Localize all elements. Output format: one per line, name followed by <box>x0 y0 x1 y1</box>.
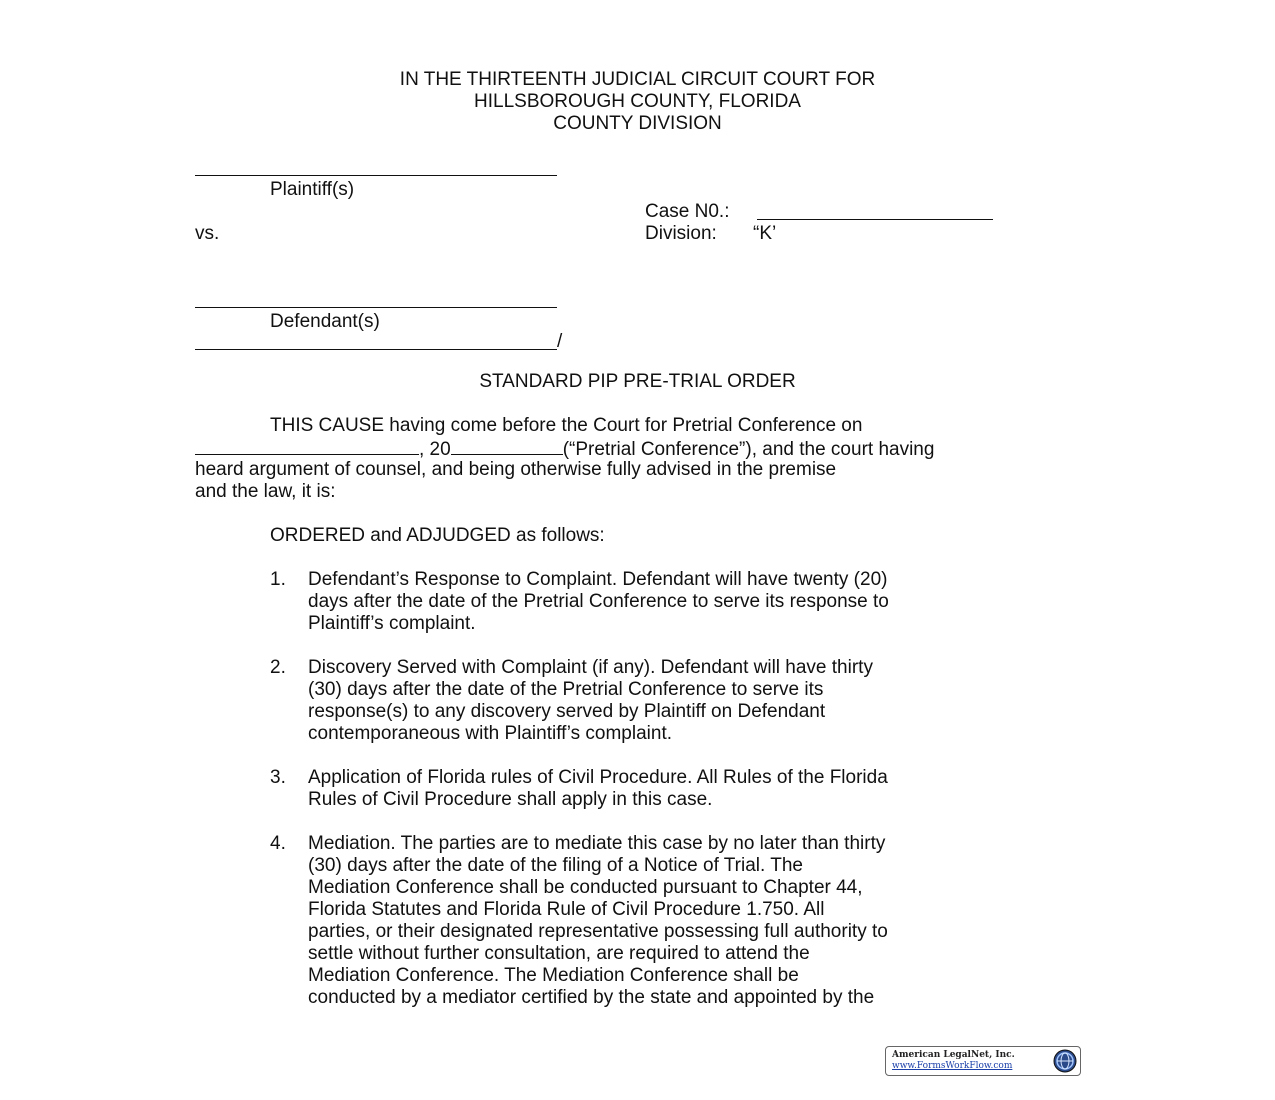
item-line: Mediation. The parties are to mediate this case by no later than thirty <box>308 833 886 854</box>
item-line: settle without further consultation, are required to attend the <box>308 943 810 964</box>
item-line: days after the date of the Pretrial Conference to serve its response to <box>308 591 889 612</box>
logo-company-name: American LegalNet, Inc. <box>892 1050 1015 1060</box>
item-number: 3. <box>270 767 286 788</box>
item-line: Plaintiff’s complaint. <box>308 613 476 634</box>
caption-slash: / <box>557 331 563 352</box>
intro-line-4: and the law, it is: <box>195 481 336 502</box>
plaintiff-label: Plaintiff(s) <box>270 179 355 200</box>
american-legalnet-logo <box>885 1046 1081 1076</box>
item-line: Discovery Served with Complaint (if any). Defendant will have thirty <box>308 657 873 678</box>
list-item-response-to-complaint <box>308 569 889 635</box>
item-line: parties, or their designated representative possessing full authority to <box>308 921 888 942</box>
intro-line-3: heard argument of counsel, and being otherwise fully advised in the premise <box>195 459 837 480</box>
item-line: Rules of Civil Procedure shall apply in this case. <box>308 789 713 810</box>
item-line: Mediation Conference. The Mediation Conference shall be <box>308 965 799 986</box>
conference-year-blank[interactable] <box>451 437 563 455</box>
ordered-adjudged: ORDERED and ADJUDGED as follows: <box>270 525 605 546</box>
item-line: Mediation Conference shall be conducted pursuant to Chapter 44, <box>308 877 863 898</box>
case-number-line[interactable] <box>757 219 993 220</box>
item-line: (30) days after the date of the filing of a Notice of Trial. The <box>308 855 803 876</box>
item-line: contemporaneous with Plaintiff’s complaint. <box>308 723 673 744</box>
plaintiff-name-line[interactable] <box>195 175 557 176</box>
item-line: response(s) to any discovery served by Plaintiff on Defendant <box>308 701 826 722</box>
court-header-line-3: COUNTY DIVISION <box>553 113 722 134</box>
intro-line-2-rest: (“Pretrial Conference”), and the court having <box>562 439 935 460</box>
order-title: STANDARD PIP PRE-TRIAL ORDER <box>479 371 796 392</box>
logo-url-link[interactable]: www.FormsWorkFlow.com <box>892 1061 1013 1071</box>
item-number: 1. <box>270 569 286 590</box>
caption-closing-line <box>195 349 557 350</box>
case-number-label: Case N0.: <box>645 201 730 222</box>
defendant-label: Defendant(s) <box>270 311 380 332</box>
division-label: Division: <box>645 223 717 244</box>
list-item-civil-procedure <box>308 767 888 811</box>
list-item-mediation <box>308 833 888 1009</box>
division-value: “K’ <box>753 223 777 244</box>
conference-date-blank[interactable] <box>195 437 419 455</box>
item-number: 4. <box>270 833 286 854</box>
item-line: Florida Statutes and Florida Rule of Civil Procedure 1.750. All <box>308 899 825 920</box>
list-item-discovery <box>308 657 873 745</box>
court-header-line-2: HILLSBOROUGH COUNTY, FLORIDA <box>474 91 801 112</box>
item-line: (30) days after the date of the Pretrial Conference to serve its <box>308 679 824 700</box>
item-line: conducted by a mediator certified by the state and appointed by the <box>308 987 875 1008</box>
defendant-name-line[interactable] <box>195 307 557 308</box>
item-number: 2. <box>270 657 286 678</box>
vs-label: vs. <box>195 223 220 244</box>
intro-comma-20: , 20 <box>419 439 451 460</box>
intro-line-2 <box>195 437 934 461</box>
globe-icon <box>1053 1049 1077 1073</box>
item-line: Application of Florida rules of Civil Procedure. All Rules of the Florida <box>308 767 888 788</box>
court-header-line-1: IN THE THIRTEENTH JUDICIAL CIRCUIT COURT FOR <box>399 69 876 90</box>
intro-line-1: THIS CAUSE having come before the Court for Pretrial Conference on <box>270 415 863 436</box>
item-line: Defendant’s Response to Complaint. Defendant will have twenty (20) <box>308 569 888 590</box>
